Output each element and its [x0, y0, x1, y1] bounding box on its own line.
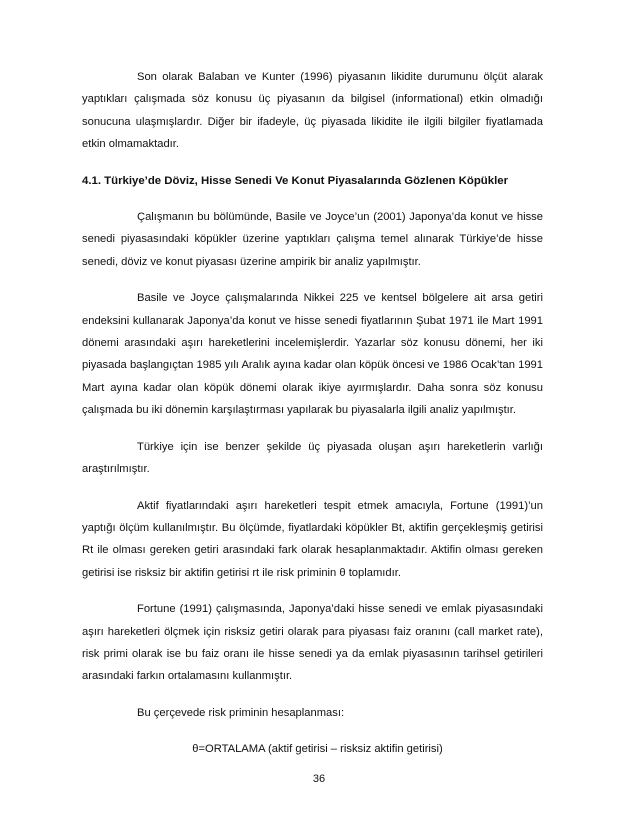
paragraph: Türkiye için ise benzer şekilde üç piyasada oluşan aşırı hareketlerin varlığı araştırılmıştır.: [82, 440, 543, 476]
page-body: [82, 66, 543, 761]
paragraph: Çalışmanın bu bölümünde, Basile ve Joyce’un (2001) Japonya’da konut ve hisse senedi piyasasındaki köpükler üzerine yaptıkları çalışma temel alınarak Türkiye’de hisse senedi, döviz ve konut piyasası üzerine ampirik bir analiz yapılmıştır.: [82, 211, 543, 268]
section-heading: 4.1. Türkiye’de Döviz, Hisse Senedi Ve Konut Piyasalarında Gözlenen Köpükler: [82, 174, 509, 187]
formula: θ=ORTALAMA (aktif getirisi – risksiz aktifin getirisi): [192, 743, 443, 756]
paragraph: Son olarak Balaban ve Kunter (1996) piyasanın likidite durumunu ölçüt alarak yaptıkları çalışmada söz konusu üç piyasanın da bilgisel (informational) etkin olmadığı sonucuna ulaşmışlardır. Diğer bir ifadeyle, üç piyasada likidite ile ilgili bilgiler fiyatlamada etkin olmamaktadır.: [82, 71, 543, 151]
paragraph: Aktif fiyatlarındaki aşırı hareketleri tespit etmek amacıyla, Fortune (1991)’un yaptığı ölçüm kullanılmıştır. Bu ölçümde, fiyatlardaki köpükler Bt, aktifin gerçekleşmiş getirisi Rt ile olması gereken getiri arasındaki fark olarak hesaplanmaktadır. Aktifin olması gereken getirisi ise risksiz bir aktifin getirisi rt ile risk priminin θ toplamıdır.: [82, 499, 543, 579]
paragraph: Basile ve Joyce çalışmalarında Nikkei 225 ve kentsel bölgelere ait arsa getiri endeksini kullanarak Japonya’da konut ve hisse senedi fiyatlarının Şubat 1971 ile Mart 1991 dönemi arasındaki aşırı hareketlerini incelemişlerdir. Yazarlar söz konusu dönemi, her iki piyasada başlangıçtan 1985 yılı Aralık ayına kadar olan köpük öncesi ve 1986 Ocak’tan 1991 Mart ayına kadar olan köpük dönemi olarak ikiye ayırmışlardır. Daha sonra söz konusu çalışmada bu iki dönemin karşılaştırması yapılarak bu piyasalarla ilgili analiz yapılmıştır.: [82, 292, 543, 417]
paragraph: Fortune (1991) çalışmasında, Japonya’daki hisse senedi ve emlak piyasasındaki aşırı hareketleri ölçmek için risksiz getiri olarak para piyasası faiz oranını (call market rate), risk primi olarak ise bu faiz oranı ile hisse senedi ya da emlak piyasasının tarihsel getirileri arasındaki farkın ortalamasını kullanmıştır.: [82, 603, 543, 683]
paragraph: Bu çerçevede risk priminin hesaplanması:: [137, 706, 345, 719]
page-number: 36: [312, 773, 326, 785]
